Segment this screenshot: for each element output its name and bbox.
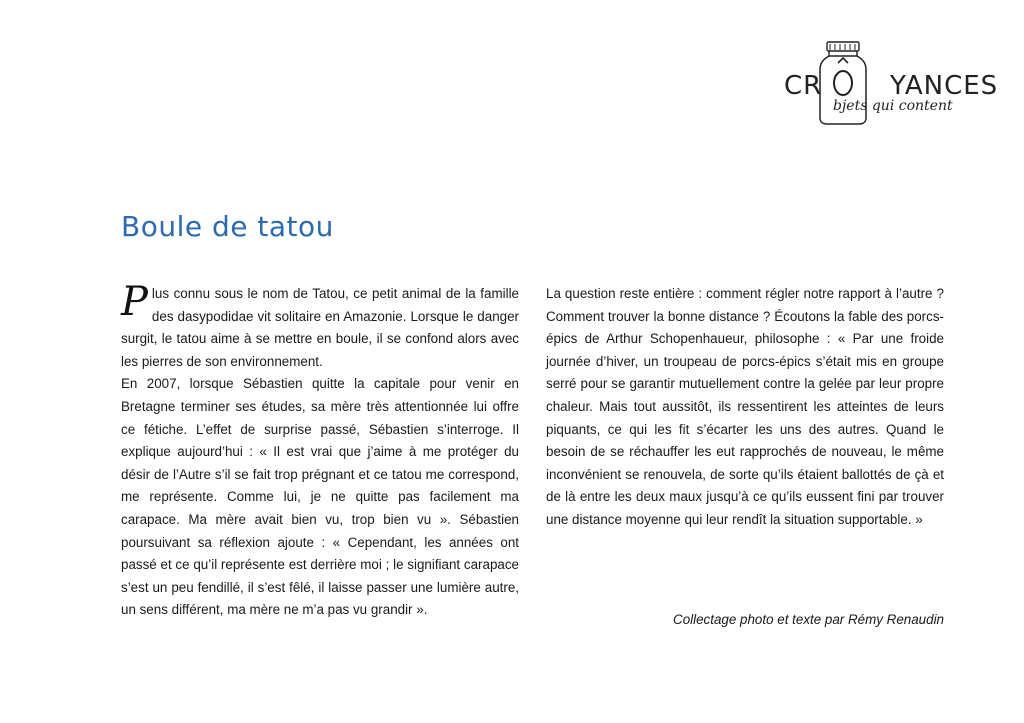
fable-paragraph: La question reste entière : comment régler notre rapport à l’autre ? Comment trouver la bonne distance ? Écoutons la fable des porcs-épics de Arthur Schopenhaueur, philosophe : « Par une froide journée d’hiver, un troupeau de porcs-épics s’était mis en groupe serré pour se garantir mutuellement contre la gelée par leur propre chaleur. Mais tout aussitôt, ils ressentirent les atteintes de leurs piquants, ce qui les fit s’écarter les uns des autres. Quand le besoin de se réchauffer les eut rapprochés de nouveau, le même inconvénient se renouvela, de sorte qu’ils étaient ballottés de çà et de là entre les deux maux jusqu’à ce qu’ils eussent fini par trouver une distance moyenne qui leur rendît la situation supportable. » bbox=[546, 286, 944, 527]
logo-brand-left: CR bbox=[784, 71, 823, 101]
article-title: Boule de tatou bbox=[121, 210, 334, 243]
logo-brand-right: YANCES bbox=[890, 71, 999, 101]
left-column bbox=[121, 279, 519, 622]
story-paragraph: En 2007, lorsque Sébastien quitte la capitale pour venir en Bretagne terminer ses études, sa mère très attentionnée lui offre ce fétiche. L’effet de surprise passé, Sébastien s’interroge. Il explique aujourd’hui : « Il est vrai que j’aime à me protéger du désir de l’Autre s’il se fait trop prégnant et ce tatou me correspond, me représente. Comme lui, je ne quitte pas facilement ma carapace. Ma mère avait bien vu, trop bien vu ». Sébastien poursuivant sa réflexion ajoute : « Cependant, les années ont passé et ce qu’il représente est derrière moi ; le signifiant carapace s’est un peu fendillé, il s’est fêlé, il laisse passer une lumière autre, un sens différent, ma mère ne m’a pas vu grandir ». bbox=[121, 376, 519, 618]
intro-paragraph bbox=[121, 279, 519, 373]
right-column bbox=[546, 283, 944, 532]
brand-logo bbox=[780, 38, 999, 130]
drop-cap: P bbox=[121, 279, 148, 325]
intro-text: lus connu sous le nom de Tatou, ce petit animal de la famille des dasypodidae vit solitaire en Amazonie. Lorsque le danger surgit, le tatou aime à se mettre en boule, il se confond alors avec les pierres de son environnement. bbox=[121, 286, 519, 369]
photo-credit: Collectage photo et texte par Rémy Renaudin bbox=[673, 612, 944, 627]
logo-tagline: bjets qui content bbox=[833, 98, 953, 114]
